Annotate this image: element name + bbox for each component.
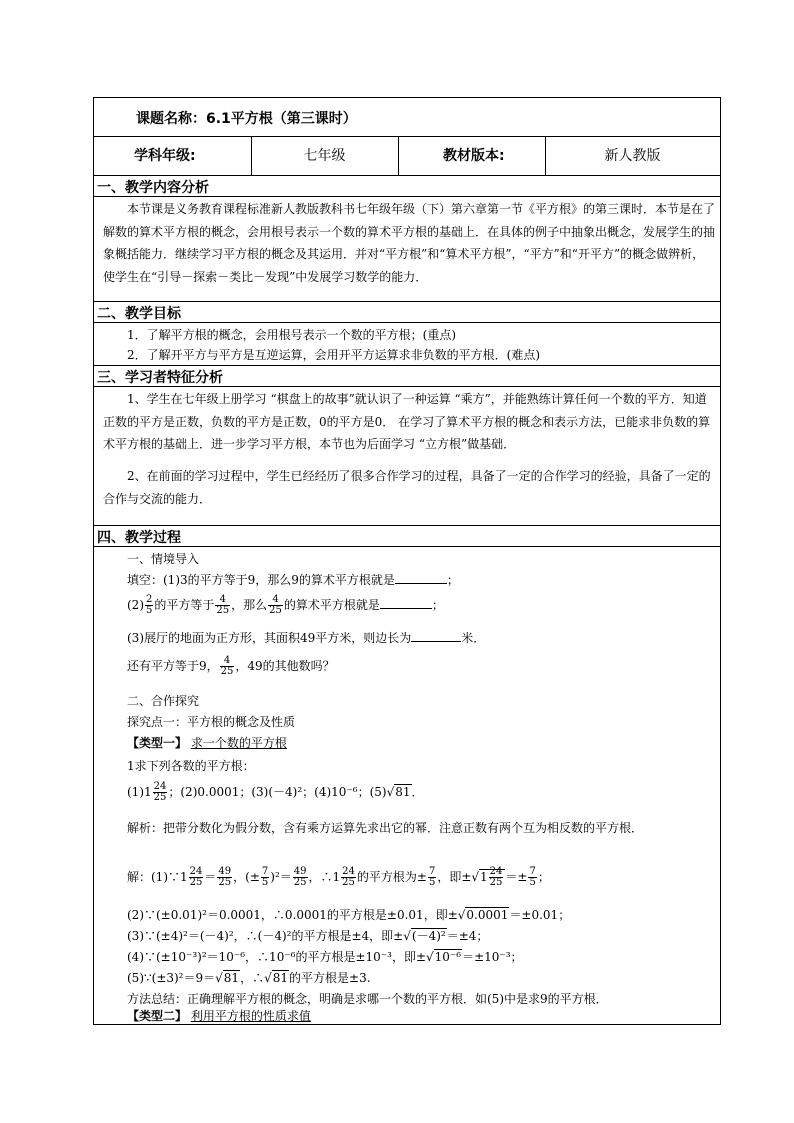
example-items: (1)1 $\frac{24}{25}$ ；(2)0.0001；(3)(－4)²；(4)10⁻⁶；(5)√81． bbox=[127, 781, 424, 803]
type2-line: 【类型二】 利用平方根的性质求值 bbox=[127, 1009, 311, 1023]
solution-4: (4)∵(±10⁻³)²＝10⁻⁶，∴10⁻⁶的平方根是±10⁻³，即±√10⁻⁶＝±10⁻³； bbox=[127, 950, 523, 964]
fill-question-4: 还有平方等于9， $\frac{4}{25}$ ，49的其他数吗？ bbox=[127, 655, 335, 677]
objective-1: 1．了解平方根的概念，会用根号表示一个数的平方根；(重点) bbox=[127, 328, 457, 342]
lesson-title: 课题名称：6.1平方根（第三课时） bbox=[136, 111, 357, 127]
explore-point-1: 探究点一：平方根的概念及性质 bbox=[127, 715, 296, 729]
section1-body: 本节课是义务教育课程标准新人教版教科书七年级年级（下）第六章第一节《平方根》的第三课时．本节是在了解数的算术平方根的概念，会用根号表示一个数的算术平方根的基础上．在具体的例子中抽象出概念，发展学生的抽象概括能力．继续学习平方根的概念及其运用．并对“平方根”和“算术平方根”，“平方”和“开平方”的概念做辨析，使学生在“引导－探索－类比－发现”中发展学习数学的能力． bbox=[103, 202, 716, 284]
objective-2: 2．了解开平方与平方是互逆运算，会用开平方运算求非负数的平方根．(难点) bbox=[127, 348, 541, 362]
coop-title: 二、合作探究 bbox=[127, 694, 200, 708]
fill-question-1: 填空：(1)3的平方等于9，那么9的算术平方根就是 ； bbox=[127, 573, 459, 587]
section3-para1: 1、学生在七年级上册学习 “棋盘上的故事”就认识了一种运算 “乘方”，并能熟练计算任何一个数的平方．知道正数的平方是正数，负数的平方是正数，0的平方是0． 在学习了算术平方根的概念和表示方法，已能求非负数的算术平方根的基础上．进一步学习平方根，本节也为后面学习 “立方根”做基础． bbox=[103, 392, 711, 451]
section3-heading: 三、学习者特征分析 bbox=[97, 370, 223, 386]
type1-title: 求一个数的平方根 bbox=[190, 736, 287, 750]
edition-label: 教材版本: bbox=[443, 148, 505, 164]
section1-heading: 一、教学内容分析 bbox=[97, 180, 209, 196]
lesson-plan-table bbox=[93, 97, 721, 1025]
solution-2: (2)∵(±0.01)²＝0.0001，∴0.0001的平方根是±0.01，即±√0.0001＝±0.01； bbox=[127, 908, 571, 922]
solution-5: (5)∵(±3)²＝9＝√81，∴√81的平方根是±3. bbox=[127, 971, 371, 985]
method-summary: 方法总结：正确理解平方根的概念，明确是求哪一个数的平方根．如(5)中是求9的平方根． bbox=[127, 992, 608, 1006]
section4-heading: 四、教学过程 bbox=[97, 530, 181, 546]
analysis: 解析：把带分数化为假分数，含有乘方运算先求出它的幂．注意正数有两个互为相反数的平方根． bbox=[127, 821, 644, 835]
edition-value: 新人教版 bbox=[604, 148, 661, 164]
title-row bbox=[94, 98, 720, 136]
solution-1: 解：(1)∵1 $\frac{24}{25}$ ＝ $\frac{49}{25}$ ，(± $\frac{7}{5}$ )²＝ $\frac{49}{25}$ ，∴1 $\frac{24}{25}$ 的平方根为± $\frac{7}{5}$ ，即±√1 $\frac{24}{25}$ ＝± $\frac{7}{5}$ ； bbox=[127, 866, 550, 888]
type1-line: 【类型一】 求一个数的平方根 bbox=[127, 736, 287, 750]
example-1: 1求下列各数的平方根： bbox=[127, 759, 255, 773]
subject-value: 七年级 bbox=[303, 148, 346, 164]
section3-para2: 2、在前面的学习过程中，学生已经经历了很多合作学习的过程，具备了一定的合作学习的经验，具备了一定的合作与交流的能力． bbox=[103, 469, 711, 506]
type2-title: 利用平方根的性质求值 bbox=[190, 1009, 311, 1023]
fill-question-2: (2) $\frac{2}{5}$ 的平方等于 $\frac{4}{25}$ ，那么 $\frac{4}{25}$ 的算术平方根就是 ； bbox=[127, 594, 444, 616]
fill-question-3: (3)展厅的地面为正方形，其面积49平方米，则边长为 米． bbox=[127, 631, 486, 645]
subject-label: 学科年级: bbox=[134, 148, 196, 164]
solution-3: (3)∵(±4)²＝(－4)²，∴(－4)²的平方根是±4，即±√(－4)²＝±4； bbox=[127, 929, 489, 943]
subject-row bbox=[94, 137, 720, 175]
intro-title: 一、情境导入 bbox=[127, 552, 200, 566]
section2-heading: 二、教学目标 bbox=[97, 306, 181, 322]
